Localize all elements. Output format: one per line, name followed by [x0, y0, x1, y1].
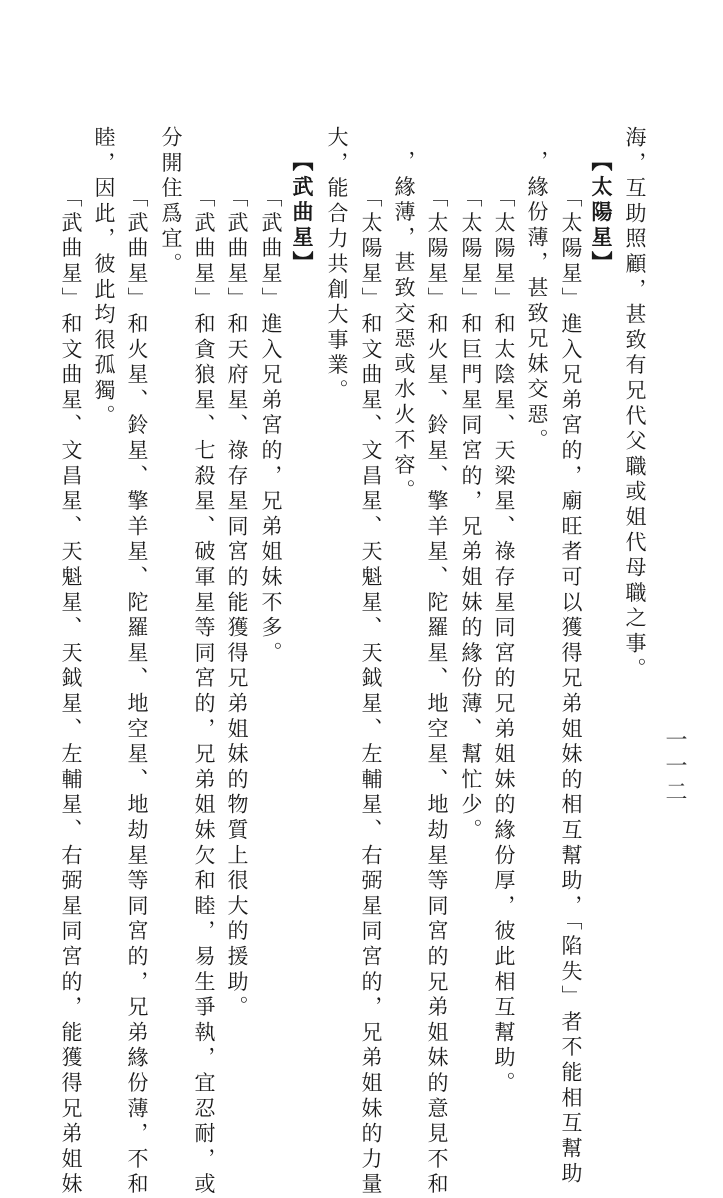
section-heading-taiyang: 【太陽星】: [589, 150, 614, 277]
text-column: 「太陽星」和火星、鈴星、擎羊星、陀羅星、地空星、地劫星等同宮的兄弟姐妹的意見不和: [425, 186, 449, 1198]
text-column: 「太陽星」和文曲星、文昌星、天魁星、天鉞星、左輔星、右弼星同宮的，兄弟姐妹的力量: [359, 186, 383, 1198]
text-column: ，緣薄，甚致交惡或水火不容。: [392, 150, 416, 505]
text-column: 「太陽星」和太陰星、天梁星、祿存星同宮的兄弟姐妹的緣份厚，彼此相互幫助。: [492, 186, 516, 1097]
text-column: 「武曲星」和天府星、祿存星同宮的能獲得兄弟姐妹的物質上很大的援助。: [225, 186, 249, 1021]
text-column: ，緣份薄，甚致兄妹交惡。: [525, 150, 549, 454]
text-column: 「武曲星」和火星、鈴星、擎羊星、陀羅星、地空星、地劫星等同宮的，兄弟緣份薄，不和: [125, 186, 149, 1198]
text-column: 海，互助照顧，甚致有兄代父職或姐代母職之事。: [623, 126, 647, 683]
section-heading-wuqu: 【武曲星】: [290, 150, 315, 277]
text-column: 分開住爲宜。: [159, 126, 183, 278]
text-column: 「武曲星」進入兄弟宮的，兄弟姐妹不多。: [259, 186, 283, 667]
text-column: 「武曲星」和貪狼星、七殺星、破軍星等同宮的，兄弟姐妹欠和睦，易生爭執，宜忍耐，或: [192, 186, 216, 1198]
text-column: 大，能合力共創大事業。: [325, 126, 349, 405]
text-column: 「武曲星」和文曲星、文昌星、天魁星、天鉞星、左輔星、右弼星同宮的，能獲得兄弟姐妹: [59, 186, 83, 1198]
text-column: 睦，因此，彼此均很孤獨。: [92, 126, 116, 430]
text-column: 「太陽星」和巨門星同宮的，兄弟姐妹的緣份薄、幫忙少。: [459, 186, 483, 844]
page-number: 一一二: [662, 728, 687, 806]
text-column: 「太陽星」進入兄弟宮的，廟旺者可以獲得兄弟姐妹的相互幫助，「陷失」者不能相互幫助: [559, 186, 583, 1188]
